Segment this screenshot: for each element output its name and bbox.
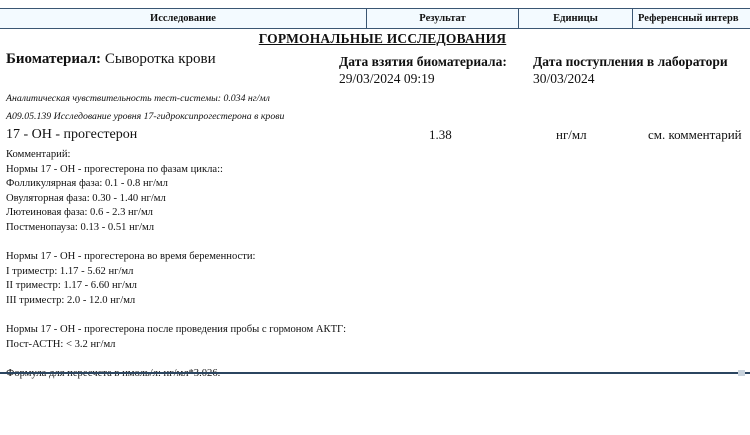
comment-line: II триместр: 1.17 - 6.60 нг/мл: [6, 280, 137, 292]
comment-line: III триместр: 2.0 - 12.0 нг/мл: [6, 294, 136, 306]
received-date: [533, 53, 728, 87]
sensitivity-note: Аналитическая чувствительность тест-системы: 0.034 нг/мл: [6, 93, 270, 104]
biomaterial-label: Биоматериал:: [6, 51, 102, 67]
comment-line: Постменопауза: 0.13 - 0.51 нг/мл: [6, 221, 155, 233]
results-table-header: [0, 8, 750, 29]
bottom-divider: [0, 372, 750, 374]
comment-line: Фолликулярная фаза: 0.1 - 0.8 нг/мл: [6, 178, 168, 190]
comment-line: Нормы 17 - ОН - прогестерона во время беременности:: [6, 251, 256, 263]
comment-line: I триместр: 1.17 - 5.62 нг/мл: [6, 265, 134, 277]
column-header-reference: Референсный интерв: [638, 13, 739, 24]
comment-spacer: [6, 309, 346, 324]
test-name: 17 - ОН - прогестерон: [6, 127, 138, 142]
divider-end-mark: [738, 370, 745, 376]
column-header-units: Единицы: [519, 9, 633, 28]
test-reference: см. комментарий: [648, 127, 742, 142]
comment-spacer: [6, 236, 346, 251]
study-code-note: A09.05.139 Исследование уровня 17-гидроксипрогестерона в крови: [6, 111, 285, 122]
collection-date: [339, 53, 507, 87]
comment-line: [6, 367, 346, 382]
comment-line: Пост-АСТН: < 3.2 нг/мл: [6, 338, 116, 350]
collection-date-value: 29/03/2024 09:19: [339, 71, 435, 86]
comment-line: Лютеиновая фаза: 0.6 - 2.3 нг/мл: [6, 207, 153, 219]
test-units: нг/мл: [556, 127, 587, 142]
comment-spacer: [6, 352, 346, 367]
column-header-result: Результат: [367, 9, 519, 28]
test-result: 1.38: [429, 127, 452, 142]
comments-block: [6, 148, 346, 382]
comment-line: Овуляторная фаза: 0.30 - 1.40 нг/мл: [6, 192, 166, 204]
comment-line: Комментарий:: [6, 149, 71, 160]
received-date-label: Дата поступления в лаборатори: [533, 54, 728, 69]
comment-line: Нормы 17 - ОН - прогестерона по фазам цикла::: [6, 163, 223, 175]
collection-date-label: Дата взятия биоматериала:: [339, 54, 507, 69]
column-header-study: Исследование: [0, 9, 367, 28]
section-title: ГОРМОНАЛЬНЫЕ ИССЛЕДОВАНИЯ: [258, 31, 507, 46]
received-date-value: 30/03/2024: [533, 71, 595, 86]
biomaterial-value: Сыворотка крови: [101, 51, 216, 67]
comment-line: Нормы 17 - ОН - прогестерона после проведения пробы с гормоном АКТГ:: [6, 324, 347, 336]
biomaterial: [6, 51, 216, 68]
